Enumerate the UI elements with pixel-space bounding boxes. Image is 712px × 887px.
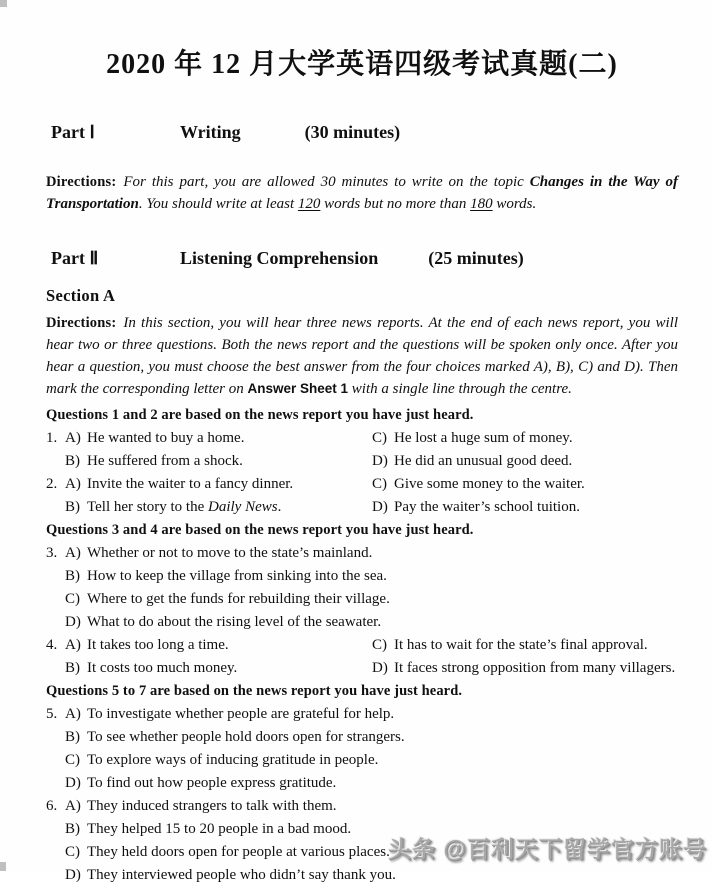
question-3-option-c (65, 588, 390, 611)
question-1-option-b (65, 450, 372, 473)
option-letter: B) (65, 568, 80, 584)
option-text: He wanted to buy a home. (87, 430, 245, 446)
question-3-row-c (46, 588, 678, 611)
question-2-option-a (65, 473, 372, 496)
part1-name: Writing (180, 122, 241, 142)
question-6-row-a (46, 795, 678, 818)
option-letter: B) (65, 729, 80, 745)
question-5-option-d (65, 772, 336, 795)
question-number-spacer (46, 864, 65, 887)
question-6-option-a (65, 795, 337, 818)
directions-text: words. (492, 196, 537, 212)
min-word-count: 120 (297, 196, 321, 212)
option-text: They helped 15 to 20 people in a bad mood. (87, 821, 352, 837)
option-letter: B) (65, 499, 80, 515)
question-3-option-a (65, 542, 372, 565)
listening-directions (46, 312, 678, 400)
option-letter: D) (65, 867, 81, 883)
part2-label: Part Ⅱ (51, 248, 99, 268)
question-4-option-a (65, 634, 372, 657)
option-text: They interviewed people who didn’t say thank you. (87, 867, 396, 883)
question-2-option-c (372, 473, 585, 496)
question-4-option-d (372, 657, 675, 680)
option-text: It has to wait for the state’s final approval. (394, 637, 648, 653)
question-4-row-bd (46, 657, 678, 680)
question-5-row-a (46, 703, 678, 726)
question-1-row-bd (46, 450, 678, 473)
directions-label: Directions: (46, 174, 117, 190)
question-number-spacer (46, 749, 65, 772)
questions-list (46, 404, 678, 887)
option-letter: A) (65, 476, 81, 492)
option-text: . (277, 499, 282, 515)
max-word-count: 180 (470, 196, 493, 212)
directions-text: For this part, you are allowed 30 minutes to write on the topic (123, 174, 530, 190)
option-letter: C) (65, 844, 80, 860)
directions-text: with a single line through the centre. (348, 381, 572, 397)
option-letter: D) (65, 775, 81, 791)
option-text: How to keep the village from sinking into the sea. (87, 568, 387, 584)
question-number-spacer (46, 772, 65, 795)
question-2-row-bd (46, 496, 678, 519)
option-letter: C) (65, 752, 80, 768)
question-number-spacer (46, 818, 65, 841)
question-number-spacer (46, 657, 65, 680)
option-text: It takes too long a time. (87, 637, 229, 653)
question-number-spacer (46, 496, 65, 519)
question-6-number: 6. (46, 798, 58, 814)
option-letter: D) (372, 499, 388, 515)
writing-directions (46, 171, 678, 215)
option-text: To explore ways of inducing gratitude in people. (87, 752, 379, 768)
option-text: What to do about the rising level of the seawater. (87, 614, 382, 630)
question-number-spacer (46, 450, 65, 473)
question-5-row-c (46, 749, 678, 772)
question-4-option-b (65, 657, 372, 680)
question-5-option-c (65, 749, 378, 772)
option-text: Give some money to the waiter. (394, 476, 585, 492)
option-text: He suffered from a shock. (87, 453, 243, 469)
option-text: To investigate whether people are grateful for help. (87, 706, 395, 722)
option-letter: A) (65, 637, 81, 653)
directions-text: words but no more than (320, 196, 471, 212)
scan-artifact (0, 0, 7, 7)
question-6-row-d (46, 864, 678, 887)
option-letter: A) (65, 798, 81, 814)
option-letter: C) (372, 430, 387, 446)
question-number-spacer (46, 565, 65, 588)
option-text: Invite the waiter to a fancy dinner. (87, 476, 294, 492)
questions-5-7-header: Questions 5 to 7 are based on the news report you have just heard. (46, 683, 463, 699)
question-3-row-a (46, 542, 678, 565)
question-5-number: 5. (46, 706, 58, 722)
option-letter: D) (65, 614, 81, 630)
option-letter: B) (65, 660, 80, 676)
question-3-option-b (65, 565, 387, 588)
newspaper-name: Daily News (208, 499, 278, 515)
question-1-number: 1. (46, 430, 58, 446)
question-number-spacer (46, 841, 65, 864)
option-text: Where to get the funds for rebuilding their village. (87, 591, 390, 607)
question-number-spacer (46, 588, 65, 611)
option-letter: B) (65, 821, 80, 837)
toutiao-watermark: 头条 @百利天下留学官方账号 (388, 836, 707, 862)
question-number-spacer (46, 726, 65, 749)
question-1-option-d (372, 450, 572, 473)
option-text: Whether or not to move to the state’s mainland. (87, 545, 373, 561)
directions-label: Directions: (46, 315, 117, 331)
option-letter: A) (65, 706, 81, 722)
option-text: It faces strong opposition from many villagers. (394, 660, 676, 676)
option-text: Pay the waiter’s school tuition. (394, 499, 580, 515)
option-text: They induced strangers to talk with them. (87, 798, 337, 814)
question-3-number: 3. (46, 545, 58, 561)
part2-time: (25 minutes) (428, 248, 524, 268)
option-letter: B) (65, 453, 80, 469)
question-6-option-d (65, 864, 396, 887)
question-2-number: 2. (46, 476, 58, 492)
option-text: He did an unusual good deed. (394, 453, 573, 469)
option-text: Tell her story to the (87, 499, 209, 515)
question-5-row-b (46, 726, 678, 749)
question-5-option-b (65, 726, 405, 749)
option-letter: D) (372, 453, 388, 469)
scan-artifact (0, 862, 6, 871)
question-1-option-c (372, 427, 573, 450)
part2-heading (51, 248, 678, 269)
question-number-spacer (46, 611, 65, 634)
question-6-option-c (65, 841, 390, 864)
question-1-option-a (65, 427, 372, 450)
option-letter: C) (65, 591, 80, 607)
directions-text: . You should write at least (138, 196, 298, 212)
question-5-row-d (46, 772, 678, 795)
part1-time: (30 minutes) (304, 122, 401, 142)
option-text: To find out how people express gratitude. (87, 775, 337, 791)
question-4-row-ac (46, 634, 678, 657)
question-3-row-d (46, 611, 678, 634)
part2-name: Listening Comprehension (180, 248, 379, 268)
question-4-option-c (372, 634, 648, 657)
question-4-number: 4. (46, 637, 58, 653)
question-3-option-d (65, 611, 381, 634)
option-text: It costs too much money. (87, 660, 238, 676)
option-letter: A) (65, 430, 81, 446)
question-3-row-b (46, 565, 678, 588)
option-letter: C) (372, 637, 387, 653)
option-letter: C) (372, 476, 387, 492)
questions-3-4-header: Questions 3 and 4 are based on the news report you have just heard. (46, 522, 474, 538)
section-a-heading: Section A (46, 286, 116, 305)
question-2-option-d (372, 496, 580, 519)
question-6-option-b (65, 818, 351, 841)
exam-title: 2020 年 12 月大学英语四级考试真题(二) (106, 49, 618, 80)
essay-topic: Changes in the Way of Transportation (46, 174, 678, 212)
questions-1-2-header: Questions 1 and 2 are based on the news report you have just heard. (46, 407, 474, 423)
option-letter: D) (372, 660, 388, 676)
option-text: To see whether people hold doors open for strangers. (87, 729, 405, 745)
question-5-option-a (65, 703, 394, 726)
question-2-option-b (65, 496, 372, 519)
option-text: They held doors open for people at various places. (87, 844, 390, 860)
question-1-row-ac (46, 427, 678, 450)
answer-sheet-ref: Answer Sheet 1 (247, 381, 349, 396)
option-text: He lost a huge sum of money. (394, 430, 573, 446)
question-2-row-ac (46, 473, 678, 496)
part1-label: Part Ⅰ (51, 122, 95, 142)
part1-heading (51, 122, 678, 143)
directions-text: In this section, you will hear three news reports. At the end of each news report, you will hear two or three questions. Both the news report and the questions will be spoken only once. After you hear a question, you must choose the best answer from the four choices marked A), B), C) and D). Then mark the corresponding letter on (46, 315, 678, 397)
option-letter: A) (65, 545, 81, 561)
